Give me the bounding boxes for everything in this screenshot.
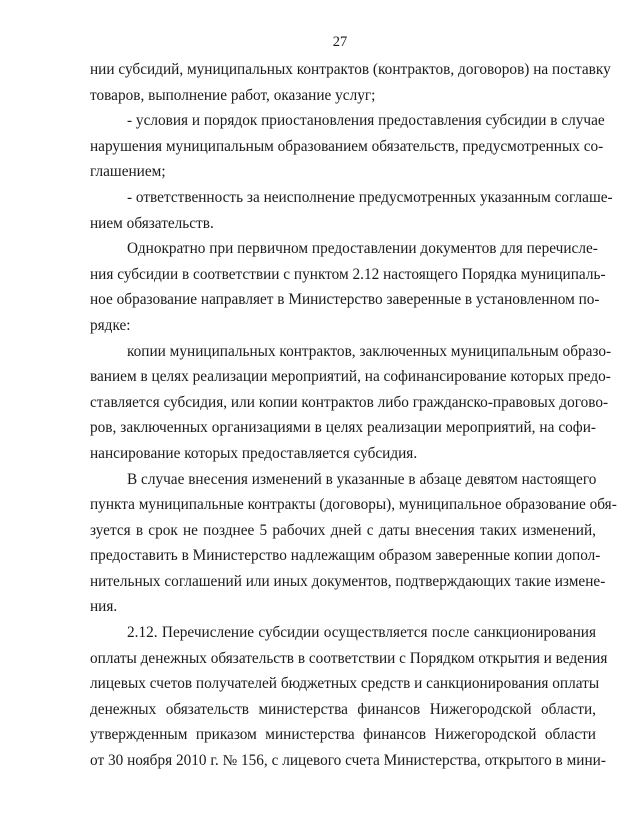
- text-line: ния субсидии в соответствии с пунктом 2.12 настоящего Порядка муниципаль-: [90, 265, 606, 283]
- text-line: В случае внесения изменений в указанные в абзаце девятом настоящего: [127, 470, 597, 488]
- text-line: ров, заключенных организациями в целях реализации мероприятий, на софи-: [90, 419, 596, 437]
- text-line: ставляется субсидия, или копии контрактов либо гражданско-правовых догово-: [90, 393, 609, 411]
- text-line: - условия и порядок приостановления предоставления субсидии в случае: [127, 112, 605, 130]
- text-line: Однократно при первичном предоставлении документов для перечисле-: [127, 240, 598, 258]
- text-line: нием обязательств.: [90, 214, 214, 232]
- text-line: копии муниципальных контрактов, заключенных муниципальным образо-: [127, 342, 612, 360]
- text-line: ния.: [90, 598, 118, 616]
- text-line: предоставить в Министерство надлежащим образом заверенные копии допол-: [90, 547, 601, 565]
- text-line: зуется в срок не позднее 5 рабочих дней с даты внесения таких изменений,: [90, 521, 596, 539]
- text-line: пункта муниципальные контракты (договоры), муниципальное образование обя-: [90, 496, 617, 514]
- text-line: нарушения муниципальным образованием обязательств, предусмотренных со-: [90, 137, 604, 155]
- text-line: рядке:: [90, 316, 131, 334]
- text-line: ванием в целях реализации мероприятий, на софинансирование которых предо-: [90, 368, 611, 386]
- text-line: - ответственность за неисполнение предусмотренных указанным соглаше-: [127, 188, 613, 206]
- text-line: утвержденным приказом министерства финансов Нижегородской области: [90, 726, 596, 744]
- text-line: ное образование направляет в Министерство заверенные в установленном по-: [90, 291, 600, 309]
- text-line: нительных соглашений или иных документов, подтверждающих такие измене-: [90, 572, 606, 590]
- text-line: нансирование которых предоставляется субсидия.: [90, 444, 418, 462]
- text-line: лицевых счетов получателей бюджетных средств и санкционирования оплаты: [90, 675, 600, 693]
- body-text: [90, 57, 617, 774]
- page-number: 27: [332, 34, 348, 50]
- text-line: глашением;: [90, 163, 166, 181]
- text-line: оплаты денежных обязательств в соответствии с Порядком открытия и ведения: [90, 649, 608, 667]
- text-line: товаров, выполнение работ, оказание услуг;: [90, 86, 376, 104]
- text-line: 2.12. Перечисление субсидии осуществляется после санкционирования: [127, 624, 596, 642]
- text-line: от 30 ноября 2010 г. № 156, с лицевого счета Министерства, открытого в мини-: [90, 752, 606, 770]
- text-line: нии субсидий, муниципальных контрактов (контрактов, договоров) на поставку: [90, 61, 611, 78]
- text-line: денежных обязательств министерства финансов Нижегородской области,: [90, 700, 596, 718]
